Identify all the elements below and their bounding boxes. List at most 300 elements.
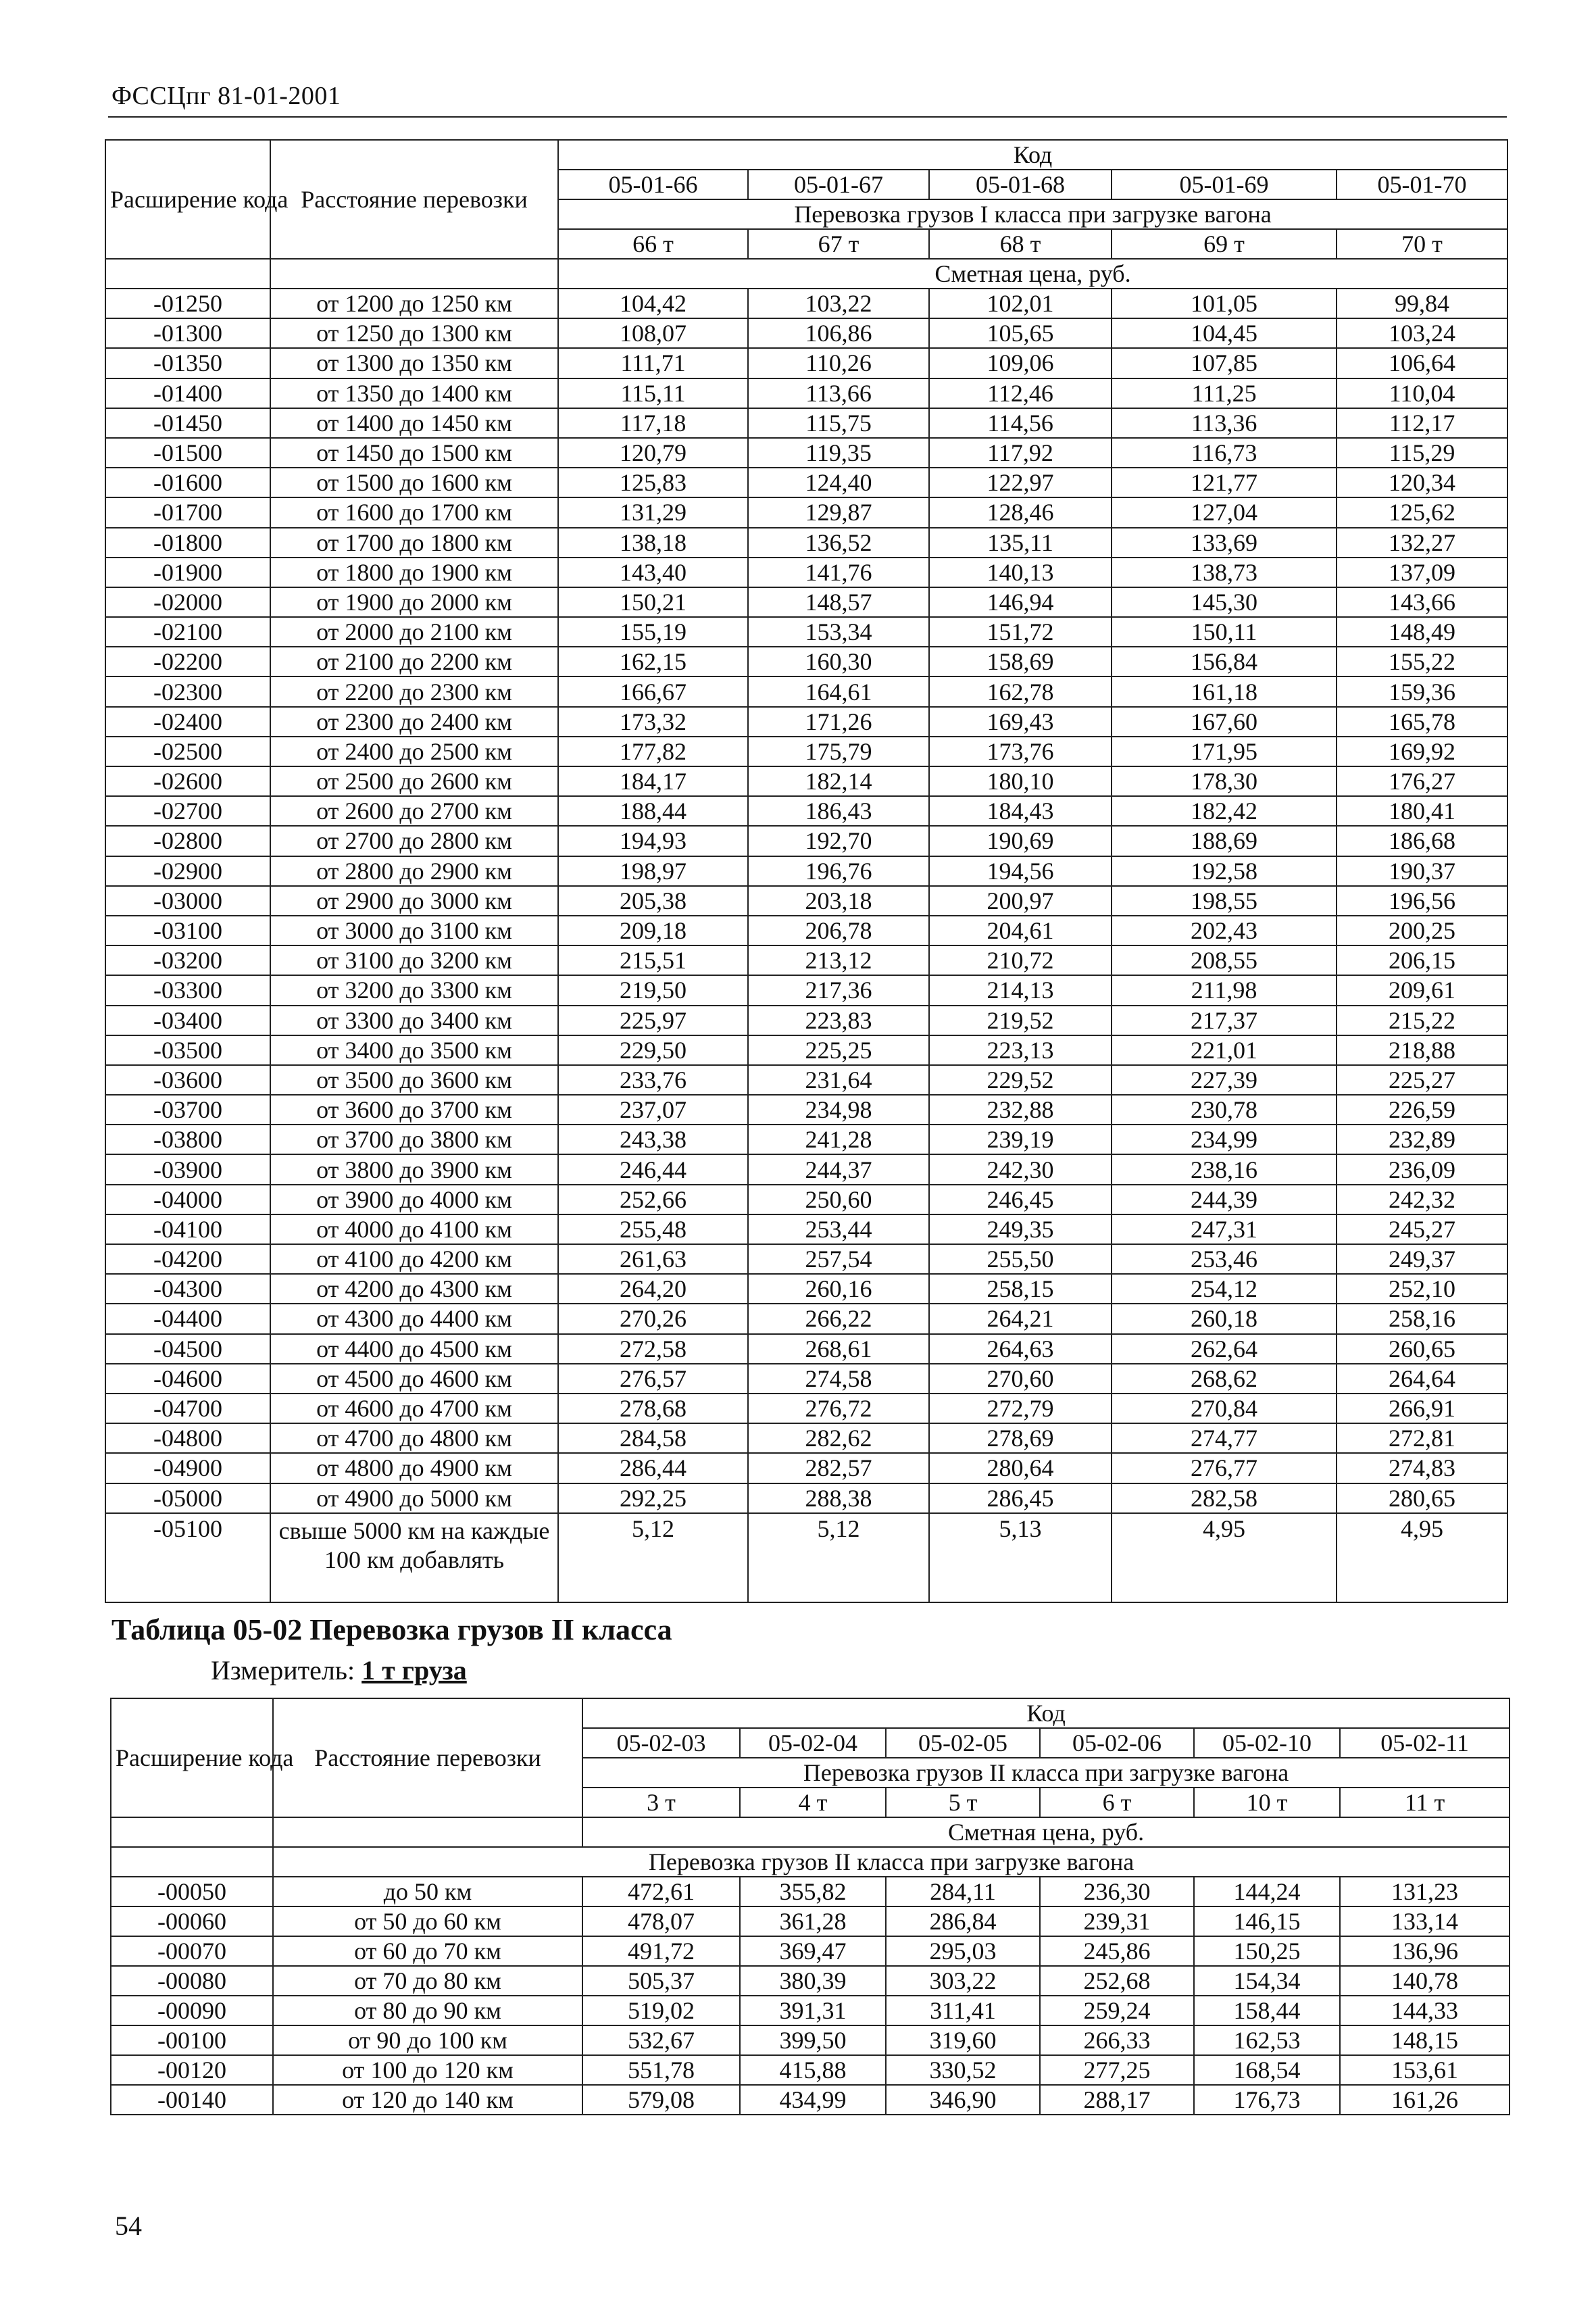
- code-extension-cell: -03800: [105, 1125, 270, 1154]
- distance-cell: от 4800 до 4900 км: [270, 1453, 558, 1483]
- price-cell: 250,60: [748, 1185, 929, 1214]
- price-cell: 266,33: [1040, 2025, 1194, 2055]
- price-cell: 155,22: [1337, 647, 1507, 676]
- price-cell: 184,17: [558, 766, 748, 796]
- price-cell: 111,71: [558, 348, 748, 378]
- code-extension-cell: -02600: [105, 766, 270, 796]
- load-weight-header: 69 т: [1112, 229, 1337, 259]
- table-row: [105, 886, 1507, 916]
- price-cell: 286,45: [929, 1483, 1112, 1513]
- price-cell: 144,33: [1340, 1996, 1510, 2025]
- price-cell: 278,69: [929, 1423, 1112, 1453]
- price-cell: 186,68: [1337, 826, 1507, 856]
- load-weight-header: 66 т: [558, 229, 748, 259]
- price-cell: 264,21: [929, 1304, 1112, 1333]
- distance-cell: от 2800 до 2900 км: [270, 856, 558, 886]
- price-cell: 260,65: [1337, 1334, 1507, 1364]
- price-cell: 253,44: [748, 1214, 929, 1244]
- distance-cell: от 90 до 100 км: [273, 2025, 582, 2055]
- price-cell: 113,66: [748, 378, 929, 408]
- price-cell: 101,05: [1112, 289, 1337, 318]
- code-extension-cell: -04300: [105, 1274, 270, 1304]
- price-cell: 225,27: [1337, 1065, 1507, 1095]
- price-cell: 173,76: [929, 737, 1112, 766]
- price-cell: 113,36: [1112, 408, 1337, 438]
- price-cell: 239,19: [929, 1125, 1112, 1154]
- code-extension-cell: -04000: [105, 1185, 270, 1214]
- table-row: [105, 1453, 1507, 1483]
- code-extension-cell: -03100: [105, 916, 270, 945]
- price-cell: 258,16: [1337, 1304, 1507, 1333]
- code-header: 05-02-04: [740, 1728, 886, 1758]
- price-cell: 135,11: [929, 528, 1112, 558]
- table-row: [105, 856, 1507, 886]
- price-cell: 206,78: [748, 916, 929, 945]
- table-row: [105, 707, 1507, 737]
- price-cell: 182,42: [1112, 796, 1337, 826]
- table-row: [105, 1154, 1507, 1184]
- table-row: [105, 408, 1507, 438]
- distance-cell: от 1500 до 1600 км: [270, 468, 558, 497]
- code-extension-cell: -01400: [105, 378, 270, 408]
- price-table-class-1: [105, 139, 1508, 1603]
- load-weight-header: 6 т: [1040, 1788, 1194, 1817]
- distance-cell: от 80 до 90 км: [273, 1996, 582, 2025]
- price-cell: 434,99: [740, 2085, 886, 2115]
- price-cell: 166,67: [558, 676, 748, 706]
- price-cell: 234,99: [1112, 1125, 1337, 1154]
- price-cell: 241,28: [748, 1125, 929, 1154]
- price-cell: 188,44: [558, 796, 748, 826]
- price-cell: 112,17: [1337, 408, 1507, 438]
- price-cell: 272,79: [929, 1394, 1112, 1423]
- price-cell: 215,22: [1337, 1006, 1507, 1035]
- code-extension-cell: -02900: [105, 856, 270, 886]
- distance-cell: от 3900 до 4000 км: [270, 1185, 558, 1214]
- distance-cell: от 2000 до 2100 км: [270, 617, 558, 647]
- table-row: [105, 1125, 1507, 1154]
- distance-cell: от 4700 до 4800 км: [270, 1423, 558, 1453]
- price-cell: 214,13: [929, 975, 1112, 1005]
- price-cell: 110,26: [748, 348, 929, 378]
- price-cell: 380,39: [740, 1966, 886, 1996]
- price-cell: 292,25: [558, 1483, 748, 1513]
- price-cell: 280,64: [929, 1453, 1112, 1483]
- price-cell: 274,83: [1337, 1453, 1507, 1483]
- table-row: [111, 2025, 1510, 2055]
- distance-cell: от 3300 до 3400 км: [270, 1006, 558, 1035]
- price-cell: 104,42: [558, 289, 748, 318]
- price-cell: 150,21: [558, 587, 748, 617]
- price-cell: 205,38: [558, 886, 748, 916]
- price-cell: 505,37: [582, 1966, 740, 1996]
- code-extension-cell: -04700: [105, 1394, 270, 1423]
- price-cell: 115,75: [748, 408, 929, 438]
- price-cell: 162,15: [558, 647, 748, 676]
- price-cell: 202,43: [1112, 916, 1337, 945]
- price-cell: 219,52: [929, 1006, 1112, 1035]
- code-extension-cell: -01350: [105, 348, 270, 378]
- table-row: [105, 617, 1507, 647]
- price-cell: 192,70: [748, 826, 929, 856]
- price-table-class-1-body: [105, 140, 1507, 1602]
- price-cell: 258,15: [929, 1274, 1112, 1304]
- price-cell: 131,29: [558, 497, 748, 527]
- header-divider: [108, 116, 1507, 118]
- price-cell: 148,49: [1337, 617, 1507, 647]
- price-cell: 215,51: [558, 945, 748, 975]
- price-cell: 124,40: [748, 468, 929, 497]
- price-cell: 200,25: [1337, 916, 1507, 945]
- price-cell: 176,27: [1337, 766, 1507, 796]
- table-row: [105, 1334, 1507, 1364]
- price-cell: 160,30: [748, 647, 929, 676]
- price-cell: 171,95: [1112, 737, 1337, 766]
- load-weight-header: 67 т: [748, 229, 929, 259]
- price-cell: 242,32: [1337, 1185, 1507, 1214]
- distance-cell: от 1200 до 1250 км: [270, 289, 558, 318]
- price-cell: 4,95: [1112, 1513, 1337, 1602]
- price-cell: 164,61: [748, 676, 929, 706]
- price-cell: 232,88: [929, 1095, 1112, 1125]
- code-header: 05-02-10: [1194, 1728, 1340, 1758]
- price-cell: 153,61: [1340, 2055, 1510, 2085]
- price-cell: 229,50: [558, 1035, 748, 1065]
- table-row: [111, 1996, 1510, 2025]
- price-cell: 268,61: [748, 1334, 929, 1364]
- price-cell: 532,67: [582, 2025, 740, 2055]
- code-extension-cell: -03300: [105, 975, 270, 1005]
- price-cell: 182,14: [748, 766, 929, 796]
- distance-cell: от 2400 до 2500 км: [270, 737, 558, 766]
- price-cell: 133,69: [1112, 528, 1337, 558]
- price-cell: 106,64: [1337, 348, 1507, 378]
- distance-cell: от 100 до 120 км: [273, 2055, 582, 2085]
- distance-cell: от 2500 до 2600 км: [270, 766, 558, 796]
- distance-cell: от 4300 до 4400 км: [270, 1304, 558, 1333]
- price-cell: 208,55: [1112, 945, 1337, 975]
- price-cell: 115,29: [1337, 438, 1507, 468]
- measure-unit-value: 1 т груза: [361, 1655, 467, 1685]
- price-cell: 282,58: [1112, 1483, 1337, 1513]
- price-cell: 151,72: [929, 617, 1112, 647]
- price-cell: 244,39: [1112, 1185, 1337, 1214]
- price-cell: 102,01: [929, 289, 1112, 318]
- price-cell: 274,58: [748, 1364, 929, 1394]
- price-cell: 141,76: [748, 558, 929, 587]
- price-cell: 184,43: [929, 796, 1112, 826]
- code-extension-cell: -02700: [105, 796, 270, 826]
- code-extension-cell: -01300: [105, 318, 270, 348]
- empty-cell: [273, 1817, 582, 1847]
- price-cell: 136,96: [1340, 1936, 1510, 1966]
- code-extension-cell: -02300: [105, 676, 270, 706]
- price-cell: 276,57: [558, 1364, 748, 1394]
- price-cell: 284,58: [558, 1423, 748, 1453]
- table-row: [105, 1095, 1507, 1125]
- price-cell: 114,56: [929, 408, 1112, 438]
- price-cell: 145,30: [1112, 587, 1337, 617]
- code-extension-cell: -01800: [105, 528, 270, 558]
- code-extension-cell: -03900: [105, 1154, 270, 1184]
- distance-cell: от 2900 до 3000 км: [270, 886, 558, 916]
- table-row: [105, 1394, 1507, 1423]
- distance-cell: от 2700 до 2800 км: [270, 826, 558, 856]
- price-cell: 286,84: [886, 1906, 1040, 1936]
- price-cell: 173,32: [558, 707, 748, 737]
- column-header-code-extension: Расширение кода: [105, 140, 270, 259]
- price-cell: 180,41: [1337, 796, 1507, 826]
- price-table-class-2-body: [111, 1698, 1510, 2115]
- price-cell: 238,16: [1112, 1154, 1337, 1184]
- price-cell: 210,72: [929, 945, 1112, 975]
- price-cell: 196,76: [748, 856, 929, 886]
- price-cell: 161,18: [1112, 676, 1337, 706]
- price-cell: 176,73: [1194, 2085, 1340, 2115]
- price-cell: 266,91: [1337, 1394, 1507, 1423]
- distance-cell: от 2200 до 2300 км: [270, 676, 558, 706]
- price-cell: 259,24: [1040, 1996, 1194, 2025]
- distance-cell: от 4500 до 4600 км: [270, 1364, 558, 1394]
- distance-cell: от 3000 до 3100 км: [270, 916, 558, 945]
- price-cell: 190,69: [929, 826, 1112, 856]
- load-weight-header: 5 т: [886, 1788, 1040, 1817]
- code-extension-cell: -05100: [105, 1513, 270, 1602]
- price-cell: 194,56: [929, 856, 1112, 886]
- table-row: [111, 1877, 1510, 1906]
- price-cell: 295,03: [886, 1936, 1040, 1966]
- table-row: [105, 1214, 1507, 1244]
- price-cell: 249,37: [1337, 1244, 1507, 1274]
- table-row: [111, 1936, 1510, 1966]
- price-cell: 243,38: [558, 1125, 748, 1154]
- price-cell: 252,66: [558, 1185, 748, 1214]
- price-cell: 261,63: [558, 1244, 748, 1274]
- column-group-code: Код: [558, 140, 1507, 170]
- price-cell: 146,15: [1194, 1906, 1340, 1936]
- price-cell: 159,36: [1337, 676, 1507, 706]
- price-cell: 213,12: [748, 945, 929, 975]
- price-cell: 284,11: [886, 1877, 1040, 1906]
- price-cell: 112,46: [929, 378, 1112, 408]
- price-unit-header: Сметная цена, руб.: [582, 1817, 1510, 1847]
- table-row: [105, 378, 1507, 408]
- load-weight-header: 70 т: [1337, 229, 1507, 259]
- distance-cell: от 4400 до 4500 км: [270, 1334, 558, 1364]
- code-extension-cell: -03200: [105, 945, 270, 975]
- empty-cell: [111, 1847, 273, 1877]
- price-cell: 260,18: [1112, 1304, 1337, 1333]
- price-cell: 277,25: [1040, 2055, 1194, 2085]
- price-cell: 107,85: [1112, 348, 1337, 378]
- price-cell: 150,25: [1194, 1936, 1340, 1966]
- price-cell: 225,97: [558, 1006, 748, 1035]
- distance-cell: от 2100 до 2200 км: [270, 647, 558, 676]
- distance-cell: от 2300 до 2400 км: [270, 707, 558, 737]
- price-cell: 252,10: [1337, 1274, 1507, 1304]
- price-cell: 346,90: [886, 2085, 1040, 2115]
- price-cell: 276,72: [748, 1394, 929, 1423]
- price-cell: 177,82: [558, 737, 748, 766]
- price-cell: 119,35: [748, 438, 929, 468]
- table-row: [105, 1185, 1507, 1214]
- code-extension-cell: -05000: [105, 1483, 270, 1513]
- table-row: [105, 1513, 1507, 1602]
- price-cell: 519,02: [582, 1996, 740, 2025]
- price-cell: 217,36: [748, 975, 929, 1005]
- code-extension-cell: -01450: [105, 408, 270, 438]
- measure-label: Измеритель:: [211, 1655, 355, 1685]
- table-row: [105, 468, 1507, 497]
- code-extension-cell: -03000: [105, 886, 270, 916]
- price-cell: 218,88: [1337, 1035, 1507, 1065]
- code-header: 05-01-70: [1337, 170, 1507, 199]
- column-header-distance: Расстояние перевозки: [270, 140, 558, 259]
- price-cell: 253,46: [1112, 1244, 1337, 1274]
- price-cell: 391,31: [740, 1996, 886, 2025]
- price-cell: 272,81: [1337, 1423, 1507, 1453]
- table-row: [105, 975, 1507, 1005]
- price-cell: 236,09: [1337, 1154, 1507, 1184]
- price-cell: 278,68: [558, 1394, 748, 1423]
- price-cell: 180,10: [929, 766, 1112, 796]
- code-extension-cell: -04400: [105, 1304, 270, 1333]
- price-cell: 252,68: [1040, 1966, 1194, 1996]
- table-row: [105, 1006, 1507, 1035]
- price-cell: 104,45: [1112, 318, 1337, 348]
- code-extension-cell: -04600: [105, 1364, 270, 1394]
- code-extension-cell: -00050: [111, 1877, 273, 1906]
- price-cell: 136,52: [748, 528, 929, 558]
- price-cell: 115,11: [558, 378, 748, 408]
- price-cell: 276,77: [1112, 1453, 1337, 1483]
- price-cell: 116,73: [1112, 438, 1337, 468]
- code-extension-cell: -04800: [105, 1423, 270, 1453]
- distance-cell: от 3800 до 3900 км: [270, 1154, 558, 1184]
- price-cell: 225,25: [748, 1035, 929, 1065]
- table-row: [105, 318, 1507, 348]
- distance-cell: от 4600 до 4700 км: [270, 1394, 558, 1423]
- code-extension-cell: -00070: [111, 1936, 273, 1966]
- price-cell: 127,04: [1112, 497, 1337, 527]
- price-cell: 188,69: [1112, 826, 1337, 856]
- price-cell: 138,73: [1112, 558, 1337, 587]
- price-cell: 211,98: [1112, 975, 1337, 1005]
- code-extension-cell: -01900: [105, 558, 270, 587]
- table-row: [105, 497, 1507, 527]
- price-cell: 99,84: [1337, 289, 1507, 318]
- distance-cell: до 50 км: [273, 1877, 582, 1906]
- price-cell: 5,13: [929, 1513, 1112, 1602]
- table-row: [111, 2085, 1510, 2115]
- price-cell: 122,97: [929, 468, 1112, 497]
- distance-cell: от 60 до 70 км: [273, 1936, 582, 1966]
- price-cell: 125,62: [1337, 497, 1507, 527]
- price-cell: 137,09: [1337, 558, 1507, 587]
- code-header: 05-02-05: [886, 1728, 1040, 1758]
- price-cell: 5,12: [558, 1513, 748, 1602]
- price-cell: 239,31: [1040, 1906, 1194, 1936]
- column-group-code: Код: [582, 1698, 1510, 1728]
- price-cell: 478,07: [582, 1906, 740, 1936]
- distance-cell: от 3100 до 3200 км: [270, 945, 558, 975]
- price-cell: 154,34: [1194, 1966, 1340, 1996]
- price-cell: 178,30: [1112, 766, 1337, 796]
- price-cell: 144,24: [1194, 1877, 1340, 1906]
- code-extension-cell: -02000: [105, 587, 270, 617]
- distance-cell: от 1350 до 1400 км: [270, 378, 558, 408]
- table-title: Таблица 05-02 Перевозка грузов II класса: [111, 1613, 672, 1646]
- price-cell: 117,92: [929, 438, 1112, 468]
- price-cell: 153,34: [748, 617, 929, 647]
- price-cell: 140,78: [1340, 1966, 1510, 1996]
- price-cell: 230,78: [1112, 1095, 1337, 1125]
- code-header: 05-02-03: [582, 1728, 740, 1758]
- price-cell: 125,83: [558, 468, 748, 497]
- price-cell: 355,82: [740, 1877, 886, 1906]
- load-condition-header: Перевозка грузов I класса при загрузке вагона: [558, 199, 1507, 229]
- price-cell: 128,46: [929, 497, 1112, 527]
- table-row: [105, 289, 1507, 318]
- code-extension-cell: -00090: [111, 1996, 273, 2025]
- price-cell: 236,30: [1040, 1877, 1194, 1906]
- price-cell: 162,78: [929, 676, 1112, 706]
- price-cell: 233,76: [558, 1065, 748, 1095]
- table-row: [105, 826, 1507, 856]
- price-cell: 282,57: [748, 1453, 929, 1483]
- price-cell: 280,65: [1337, 1483, 1507, 1513]
- distance-cell: от 3600 до 3700 км: [270, 1095, 558, 1125]
- price-cell: 247,31: [1112, 1214, 1337, 1244]
- column-header-distance: Расстояние перевозки: [273, 1698, 582, 1817]
- table-row: [105, 796, 1507, 826]
- load-weight-header: 4 т: [740, 1788, 886, 1817]
- price-cell: 260,16: [748, 1274, 929, 1304]
- code-extension-cell: -01600: [105, 468, 270, 497]
- price-cell: 245,86: [1040, 1936, 1194, 1966]
- code-extension-cell: -02200: [105, 647, 270, 676]
- price-cell: 244,37: [748, 1154, 929, 1184]
- price-cell: 282,62: [748, 1423, 929, 1453]
- code-header: 05-02-06: [1040, 1728, 1194, 1758]
- distance-cell: от 4000 до 4100 км: [270, 1214, 558, 1244]
- table-row: [105, 676, 1507, 706]
- distance-cell: от 1450 до 1500 км: [270, 438, 558, 468]
- distance-cell: от 3500 до 3600 км: [270, 1065, 558, 1095]
- price-table-class-2: [110, 1698, 1510, 2115]
- code-extension-cell: -04200: [105, 1244, 270, 1274]
- price-cell: 192,58: [1112, 856, 1337, 886]
- code-extension-cell: -00060: [111, 1906, 273, 1936]
- distance-cell: от 70 до 80 км: [273, 1966, 582, 1996]
- price-cell: 190,37: [1337, 856, 1507, 886]
- price-cell: 223,13: [929, 1035, 1112, 1065]
- price-cell: 198,97: [558, 856, 748, 886]
- price-cell: 111,25: [1112, 378, 1337, 408]
- code-extension-cell: -02500: [105, 737, 270, 766]
- price-cell: 165,78: [1337, 707, 1507, 737]
- code-header: 05-01-68: [929, 170, 1112, 199]
- price-cell: 254,12: [1112, 1274, 1337, 1304]
- distance-cell: от 1600 до 1700 км: [270, 497, 558, 527]
- price-cell: 311,41: [886, 1996, 1040, 2025]
- load-weight-header: 11 т: [1340, 1788, 1510, 1817]
- table-row: [105, 348, 1507, 378]
- price-cell: 131,23: [1340, 1877, 1510, 1906]
- document-code-header: ФССЦпг 81-01-2001: [111, 82, 341, 110]
- price-cell: 133,14: [1340, 1906, 1510, 1936]
- price-cell: 231,64: [748, 1065, 929, 1095]
